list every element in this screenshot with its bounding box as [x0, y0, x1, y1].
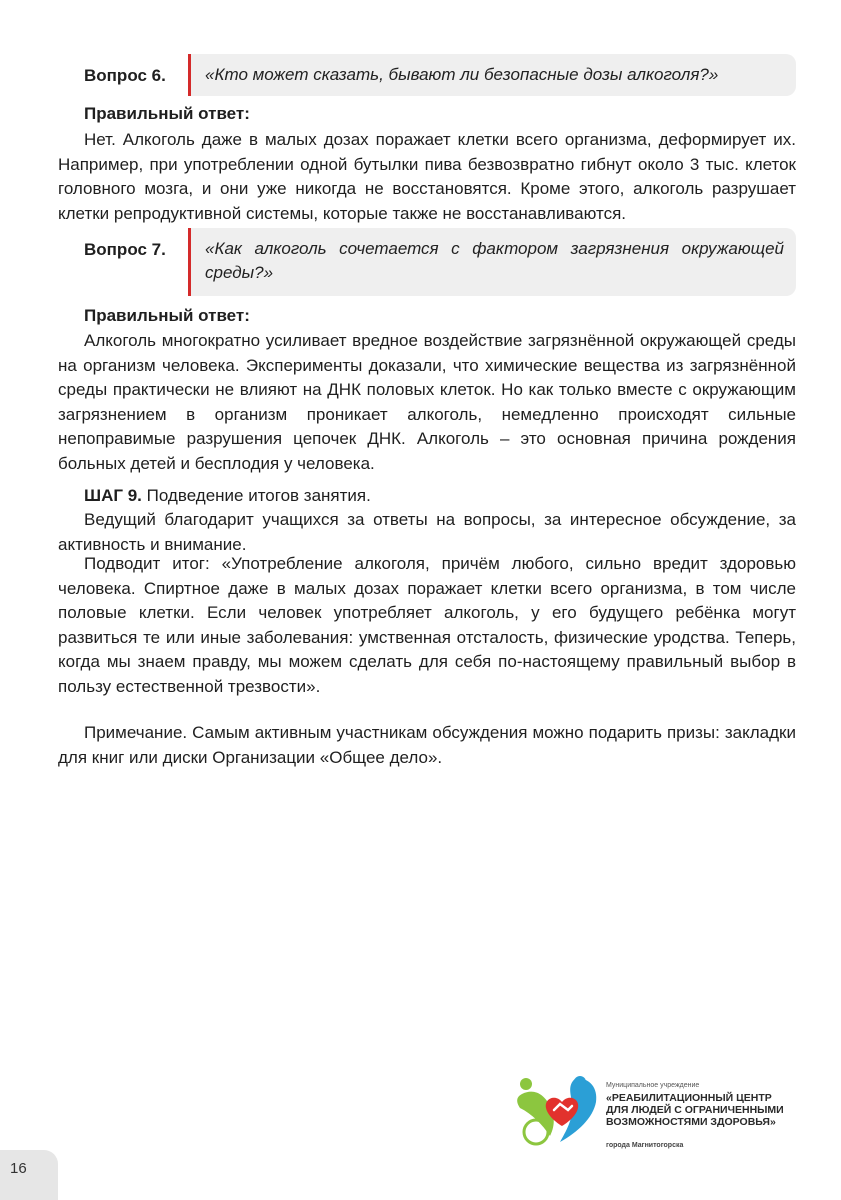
answer-heading: Правильный ответ: [84, 104, 250, 123]
logo-caption: Муниципальное учреждение [606, 1082, 700, 1089]
question-text-box: «Кто может сказать, бывают ли безопасные дозы алкоголя?» [188, 54, 796, 96]
organization-logo [514, 1072, 804, 1152]
question-text-box: «Как алкоголь сочетается с фактором загрязнения окружающей среды?» [188, 228, 796, 296]
logo-title-line: «РЕАБИЛИТАЦИОННЫЙ ЦЕНТР [606, 1092, 772, 1104]
step-9-paragraph-2: Подводит итог: «Употребление алкоголя, причём любого, сильно вредит здоровью человека. Спиртное даже в малых дозах поражает клетки всего организма, в том числе половые клетки. Если человек употребляет алкоголь, у его будущего ребёнка могут развиться те или иные заболевания: умственная отсталость, физические уродства. Теперь, когда мы знаем правду, мы можем сделать для себя по-настоящему правильный выбор в пользу естественной трезвости». [58, 554, 796, 696]
question-label: Вопрос 7. [84, 240, 166, 259]
step-title: Подведение итогов занятия. [141, 486, 371, 505]
step-9-heading [58, 484, 796, 509]
question-label: Вопрос 6. [84, 66, 166, 85]
step-9-paragraph-1: Ведущий благодарит учащихся за ответы на вопросы, за интересное обсуждение, за активность и внимание. [58, 510, 796, 554]
question-7 [84, 228, 796, 296]
page-number-tab [0, 1150, 58, 1200]
step-label: ШАГ 9. [84, 486, 142, 505]
logo-title [606, 1092, 806, 1128]
logo-title-line: ВОЗМОЖНОСТЯМИ ЗДОРОВЬЯ» [606, 1116, 776, 1128]
answer-heading: Правильный ответ: [84, 306, 250, 325]
rehab-center-emblem [514, 1072, 604, 1152]
question-6 [84, 54, 796, 96]
answer-7-text: Алкоголь многократно усиливает вредное воздействие загрязнённой окружающей среды на организм человека. Эксперименты доказали, что химические вещества из загрязнённой среды практически не влияют на ДНК половых клеток. Но как только вместе с окружающим загрязнением в организм проникает алкоголь, немедленно происходят сильные непоправимые разрушения цепочек ДНК. Алкоголь – это основная причина рождения больных детей и бесплодия у человека. [58, 331, 796, 473]
note-paragraph: Примечание. Самым активным участникам обсуждения можно подарить призы: закладки для книг или диски Организации «Общее дело». [58, 723, 796, 767]
answer-6-text: Нет. Алкоголь даже в малых дозах поражает клетки всего организма, деформирует их. Например, при употреблении одной бутылки пива безвозвратно гибнут около 3 тыс. клеток головного мозга, и они уже никогда не восстановятся. Кроме этого, алкоголь разрушает клетки репродуктивной системы, которые также не восстанавливаются. [58, 130, 796, 223]
logo-city: города Магнитогорска [606, 1142, 684, 1149]
page-number: 16 [10, 1160, 27, 1177]
logo-title-line: ДЛЯ ЛЮДЕЙ С ОГРАНИЧЕННЫМИ [606, 1104, 784, 1116]
